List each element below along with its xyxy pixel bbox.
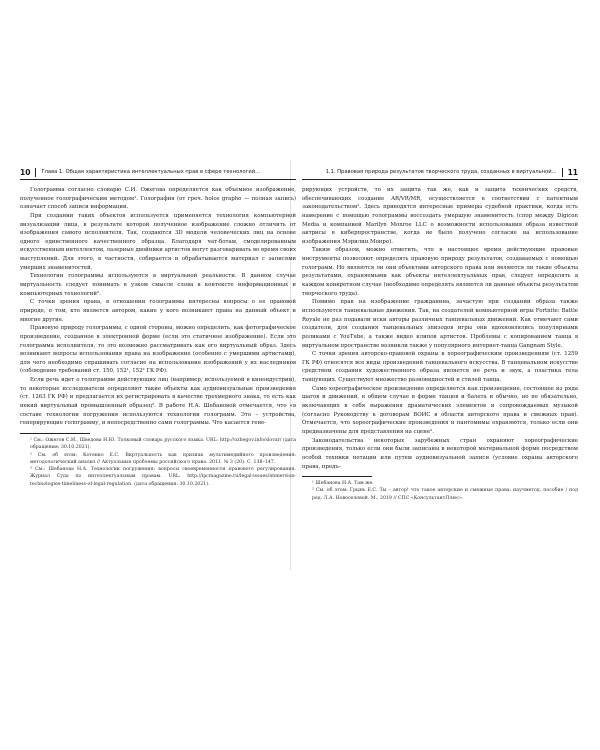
paragraph: Таким образом, можно отметить, что в настоящее время действующие правовые инструменты позволяют определять правовую природу результатов, создаваемых с помощью голограмм. Но являются ли они объектами авторского права или являются ли такие объекты результатами, охраняемыми как объекты интеллектуальных прав, следует определять в каждом конкретном случае (необходимо определять являются ли данные объекты результатом творческого труда). [302,247,578,297]
right-page [302,165,578,502]
running-head-title: 1.1. Правовая природа результатов творческого труда, созданных в виртуальной... [325,169,557,175]
footnote: ² См. об этом: Грынь Е.С. Ты – автор! что такое авторские и смежные права: научметод. пособие / под ред. Л.А. Новоселовой. М., 2019 // СПС «КонсультантПлюс». [312,488,578,501]
footnote: ² См. об этом: Котенко Е.С. Виртуальность как признак мультимедийного произведения: методологический анализ // Актуальные проблемы российского права. 2011. № 3 (20). С. 138–147. [30,452,296,465]
paragraph: С точки зрения права, в отношении голограммы интересны вопросы о ее правовой природе, о том, кто является автором, какие у кого возникают права на данный объект и многие другие. [20,299,296,323]
footnotes [20,437,296,488]
header-divider [562,168,563,177]
paragraph: При создании таких объектов используется применяется технология компьютерной визуализации лица, в результате которой полученное изображение сложно отличить от изображения самого исполнителя. Так, создаются 3D модели человеческих лиц на основе одного единственного качественного образца. Благодаря чат-ботам, смоделированным искусственным интеллектом, лазерные двойники артистов могут разговаривать во время своих выступлений. Для этого, в частности, собирается и обрабатывается материал с записями умерших знаменитостей. [20,212,296,271]
running-header [302,165,578,180]
running-head-title: Глава 1. Общая характеристика интеллектуальных прав в сфере технологий... [41,169,261,175]
paragraph: Технологии голограммы используются в виртуальной реальности. В данном случае виртуальность следует понимать в узком смысле слова в контексте информационных и компьютерных технологий². [20,273,296,297]
paragraph: Голограмма согласно словарю С.И. Ожегова определяется как объемное изображение, полученное голографическим методом¹. Голография (от греч. holos grapho — полная запись) означает способ записи информации. [20,187,296,211]
footnote-separator [302,476,372,477]
footnote-separator [20,433,90,434]
body-text [302,186,578,471]
header-divider [35,168,36,177]
paragraph: Если речь идет о голограмме действующих лиц (например, используемой в кинондустрии), то некоторые исследователи определяют такие объекты как аудиовизуальные произведения (ст. 1263 ГК РФ) и предлагается их регистрировать в качестве трехмерного знака, то есть как некий виртуальный промышленный образец³. В работе Н.А. Шебановой отмечается, что «в составе технологии погружения используются технологии голограмм. Это – устройства, генерирующие голограмму, и непосредственно сами голограммы. Что касается гене- [20,377,296,427]
paragraph: Помимо прав на изображение гражданина, зачастую при создании образа также используются танцевальные движения. Так, на создателей компьютерной игры Fortnite: Battle Royale не раз подавали иски авторы различных танцевальных движений. Как отмечают сами создатели, для создания танцевальных эпизодов игры они вдохновлялись популярными роликами с YouTube, а также видео клипов артистов. Проблемы с копированием танца в виртуальном пространстве возникли также у популярного интернет-танца Gangnam Style. [302,299,578,349]
footnote: ¹ Шебанова Н.А. Там же. [312,481,374,487]
paragraph: Законодательства некоторых зарубежных стран охраняют хореографические произведения, только если они были записаны в некоторой материальной форме посредством особой техники нотации или путем аудиовизуальной записи (условие охраны авторского права, предъ- [302,437,578,470]
body-text [20,186,296,428]
paragraph: С точки зрения авторско-правовой охраны к хореографическим произведениям (ст. 1259 ГК РФ) относятся все виды произведений танцевального искусства. В танцевальном искусстве средством создания художественного образа является не речь и звук, а пластика тела танцующих. Существуют множество разновидностей и стилей танца. [302,351,578,384]
footnote: ¹ См.: Ожегов С.И., Шведова Н.Ю. Толковый словарь русского языка. URL: http://ozhegov.info/slovar/ (дата обращения: 30.10.2021). [30,437,296,451]
page-number: 11 [567,167,578,177]
left-page [20,165,296,488]
paragraph: Правовую природу голограммы, с одной стороны, можно определить, как фотографическое произведение, созданное в электронной форме (если это статичное изображение). Если это голограмма исполнителя, то это возможно рассматривать как его виртуальный образ. Здесь возникают вопросы использования права на изображение (особенно с умершими артистами), для чего необходимо спрашивать согласие на использование изображений у их наследников (соблюдение требований ст. 150, 152¹, 152² ГК РФ). [20,325,296,375]
paragraph: Само хореографическое произведение определяется как произведение, состоящее из ряда шагов и движений, в общем случае в форме танцев и балета и обычно, но не обязательно, включающих в себя выражения драматических элементов и сопровождаемых музыкой (согласно Руководству к договорам ВОИС в области авторского права и смежных прав). Отмечается, что хореографические произведения и пантомимы охраняются, только если они предназначены для представления на сцене². [302,385,578,435]
paragraph: рирующих устройств, то их защита так же, как и защита технических средств, обеспечивающих создание AR/VR/MR, осуществляется в соответствии с патентным законодательством¹. Здесь приводятся интересные примеры судебной практики, когда есть намерение с помощью голограммы воссоздать умершую знаменитость (спор между Digicon Media и компанией Marilyn Monroe LLC о возможности использования образа известной актрисы в киберпространстве, когда не было получено согласие на использование изображения Мэрилин Монро). [302,187,578,245]
running-header [20,165,296,180]
footnote: ³ См.: Шебанова Н.А. Технологии погружения: вопросы своевременности правового регулирования. Журнал Суда по интеллектуальным правам. URL: http://ipcmagazine.ru/legal-issues/immersion-technologies-timeliness-of-legal-regulation. (дата обращения: 30.10.2021). [30,467,296,487]
page-number: 10 [20,167,31,177]
footnotes [302,480,578,502]
